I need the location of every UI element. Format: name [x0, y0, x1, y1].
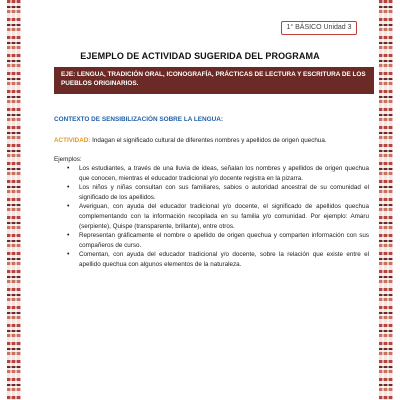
list-item: • Averiguan, con ayuda del educador tradicional y/o docente, el significado de apellidos quechua complementando con la información recopilada en su familia y/o comunidad. Por ejemplo: Amaru (serpiente), Quispe (transparente, brillante), entre otros. — [79, 202, 369, 231]
decorative-border-left — [7, 0, 21, 400]
context-section-title: CONTEXTO DE SENSIBILIZACIÓN SOBRE LA LENGUA: — [54, 116, 224, 123]
list-item: • Representan gráficamente el nombre o apellido de origen quechua y comparten información con sus compañeros de curso. — [79, 231, 369, 250]
activity-label: ACTIVIDAD: — [54, 137, 91, 144]
page-title: EJEMPLO DE ACTIVIDAD SUGERIDA DEL PROGRAMA — [80, 51, 320, 61]
axis-banner: EJE: LENGUA, TRADICIÓN ORAL, ICONOGRAFÍA, PRÁCTICAS DE LECTURA Y ESCRITURA DE LOS PUEBLOS ORIGINARIOS. — [54, 67, 374, 94]
decorative-border-right — [379, 0, 393, 400]
activity-text: Indagan el significado cultural de diferentes nombres y apellidos de origen quechua. — [90, 137, 327, 144]
list-item: • Los niños y niñas consultan con sus familiares, sabios o autoridad ancestral de su comunidad el significado de los apellidos. — [79, 183, 369, 202]
examples-label: Ejemplos: — [54, 156, 82, 163]
list-item: • Los estudiantes, a través de una lluvia de ideas, señalan los nombres y apellidos de origen quechua que conocen, mientras el educador tradicional y/o docente registra en la pizarra. — [79, 164, 369, 183]
list-item: • Comentan, con ayuda del educador tradicional y/o docente, sobre la relación que existe entre el apellido quechua con algunos elementos de la naturaleza. — [79, 250, 369, 269]
examples-list — [54, 164, 369, 270]
activity-paragraph — [54, 136, 366, 145]
grade-unit-badge: 1° BÁSICO Unidad 3 — [281, 21, 357, 35]
